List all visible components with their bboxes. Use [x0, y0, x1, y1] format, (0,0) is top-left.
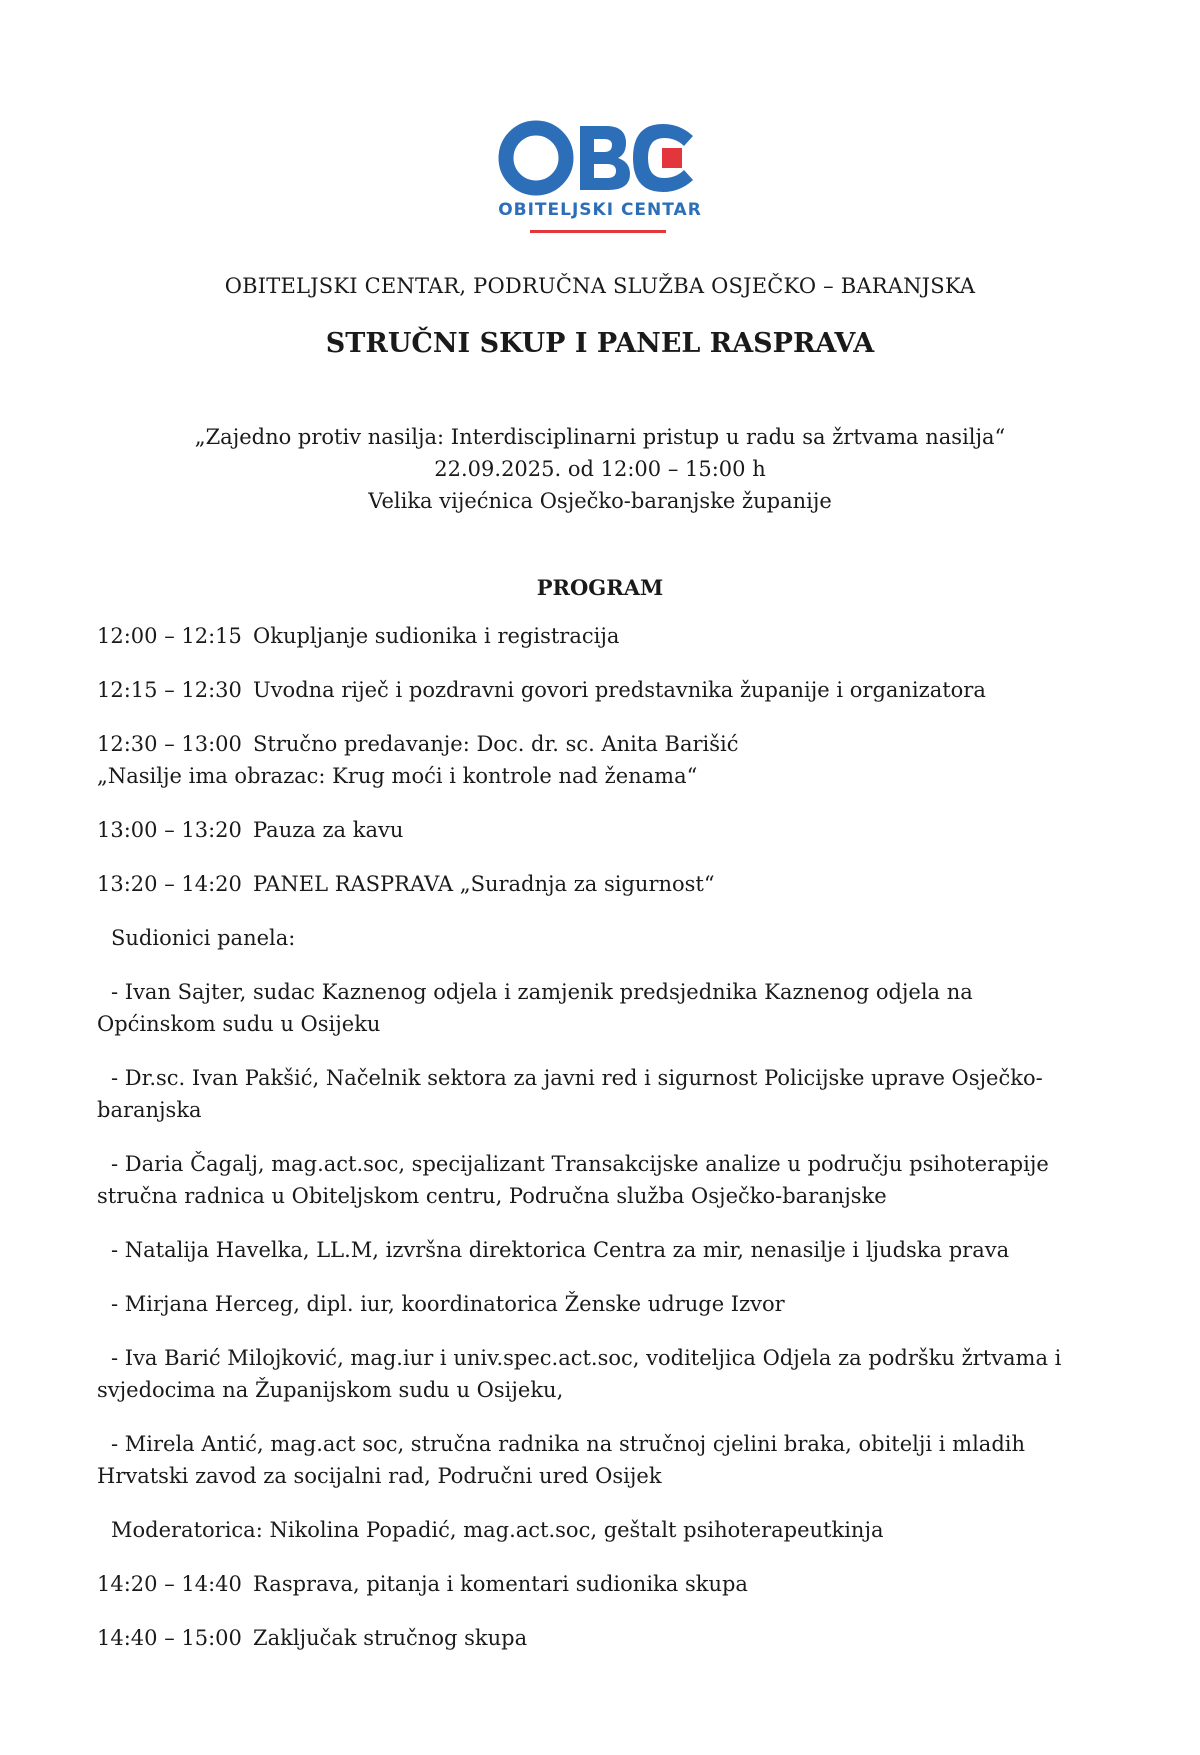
logo-caption: OBITELJSKI CENTAR — [498, 200, 702, 220]
program-text: Pauza za kavu — [253, 818, 404, 842]
program-time: 14:20 – 14:40 — [97, 1572, 242, 1596]
panel-label: Sudionici panela: — [111, 926, 296, 950]
program-item — [97, 814, 1097, 846]
program-item — [97, 620, 1097, 652]
program-text: Zaključak stručnog skupa — [253, 1626, 528, 1650]
panelist: - Dr.sc. Ivan Pakšić, Načelnik sektora za javni red i sigurnost Policijske uprave Osječko-baranjska — [97, 1066, 1043, 1122]
event-venue: Velika vijećnica Osječko-baranjske županije — [368, 489, 832, 513]
event-theme: „Zajedno protiv nasilja: Interdisciplinarni pristup u radu sa žrtvama nasilja“ — [194, 425, 1006, 449]
event-date-time: 22.09.2025. od 12:00 – 15:00 h — [434, 457, 766, 481]
program-time: 13:20 – 14:20 — [97, 872, 242, 896]
program-text: Rasprava, pitanja i komentari sudionika skupa — [253, 1572, 748, 1596]
program-text: Okupljanje sudionika i registracija — [253, 624, 620, 648]
obc-logo-mark — [488, 112, 712, 202]
program-time: 12:30 – 13:00 — [97, 732, 242, 756]
panelist: - Mirjana Herceg, dipl. iur, koordinatorica Ženske udruge Izvor — [111, 1292, 785, 1316]
program-heading: PROGRAM — [536, 575, 664, 600]
panelist: - Iva Barić Milojković, mag.iur i univ.spec.act.soc, voditeljica Odjela za podršku žrtvama i svjedocima na Županijskom sudu u Osijeku, — [97, 1346, 1062, 1402]
program-item — [97, 868, 1097, 900]
moderator-line: Moderatorica: Nikolina Popadić, mag.act.soc, geštalt psihoterapeutkinja — [111, 1518, 884, 1542]
program-text: Uvodna riječ i pozdravni govori predstavnika županije i organizatora — [253, 678, 986, 702]
panelist: - Natalija Havelka, LL.M, izvršna direktorica Centra za mir, nenasilje i ljudska prava — [111, 1238, 1010, 1262]
panelist: - Ivan Sajter, sudac Kaznenog odjela i zamjenik predsjednika Kaznenog odjela na Općinskom sudu u Osijeku — [97, 980, 973, 1036]
program-text: PANEL RASPRAVA „Suradnja za sigurnost“ — [253, 872, 715, 896]
program-item — [97, 1622, 1097, 1654]
program-item — [97, 674, 1097, 706]
logo-underline — [530, 230, 666, 233]
panelist: - Daria Čagalj, mag.act.soc, specijalizant Transakcijske analize u području psihoterapije stručna radnica u Obiteljskom centru, Područna služba Osječko-baranjske — [97, 1152, 1049, 1208]
program-time: 14:40 – 15:00 — [97, 1626, 242, 1650]
obc-logo — [488, 112, 712, 242]
program-item — [97, 1568, 1097, 1600]
event-title: STRUČNI SKUP I PANEL RASPRAVA — [325, 328, 875, 359]
program-time: 12:15 – 12:30 — [97, 678, 242, 702]
program-time: 13:00 – 13:20 — [97, 818, 242, 842]
program-text: Stručno predavanje: Doc. dr. sc. Anita Barišić — [253, 732, 739, 756]
organization-line: OBITELJSKI CENTAR, PODRUČNA SLUŽBA OSJEČKO – BARANJSKA — [224, 274, 976, 298]
panelist: - Mirela Antić, mag.act soc, stručna radnika na stručnoj cjelini braka, obitelji i mladih Hrvatski zavod za socijalni rad, Područni ured Osijek — [97, 1432, 1026, 1488]
program-item — [97, 728, 1097, 792]
program-time: 12:00 – 12:15 — [97, 624, 242, 648]
lecture-title: „Nasilje ima obrazac: Krug moći i kontrole nad ženama“ — [97, 764, 698, 788]
